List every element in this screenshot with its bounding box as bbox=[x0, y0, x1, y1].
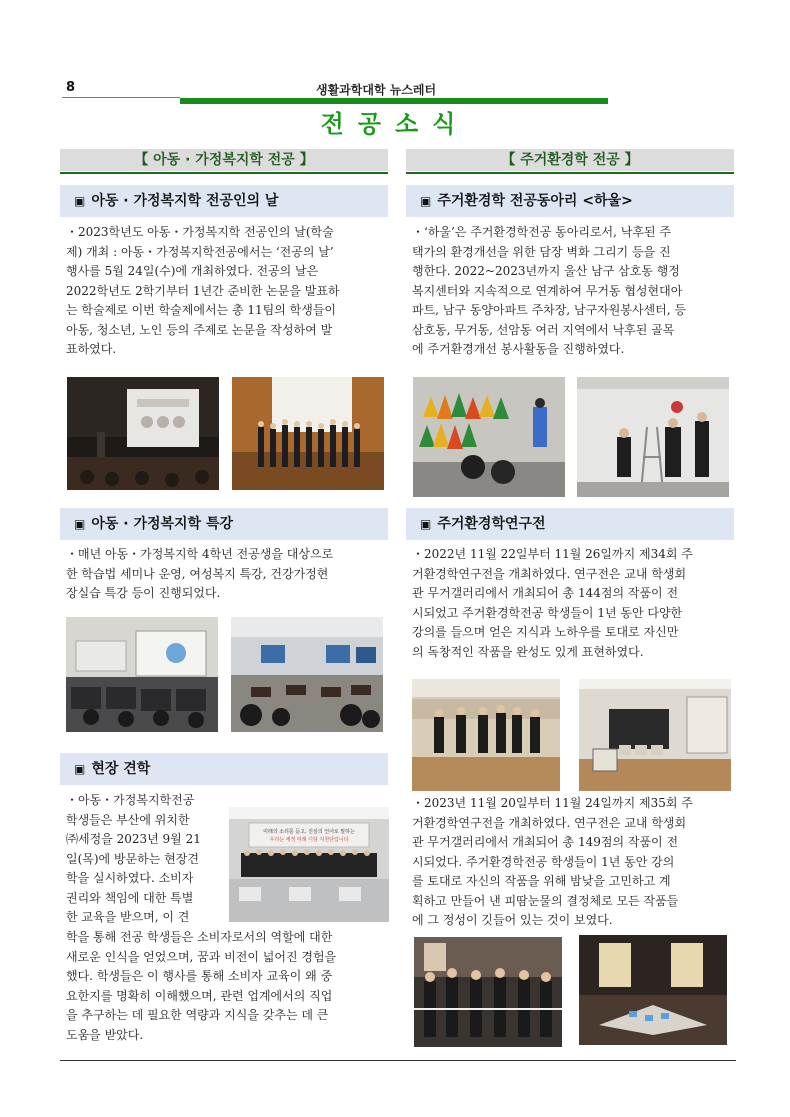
text-line: 거환경학연구전을 개최하였다. 연구전은 교내 학생회 bbox=[412, 815, 687, 830]
text-line: 표하였다. bbox=[66, 342, 117, 356]
subsection-title: 아동 · 가정복지학 특강 bbox=[91, 516, 233, 532]
photo-wall-volunteering bbox=[577, 377, 729, 497]
photo-lecture-hall bbox=[67, 377, 219, 490]
text-line: 요한지를 명확히 이해했으며, 관련 업계에서의 직업 bbox=[66, 988, 333, 1003]
square-bullet-icon: ▣ bbox=[420, 517, 432, 531]
subsection-title: 현장 견학 bbox=[91, 761, 151, 777]
article-text bbox=[412, 223, 732, 360]
text-line: 2022학년도 2학기부터 1년간 준비한 논문을 발표하 bbox=[66, 283, 340, 298]
square-bullet-icon: ▣ bbox=[420, 194, 432, 208]
photo-company-visit bbox=[229, 807, 389, 922]
section-title-child-family: 【 아동 · 가정복지학 전공 】 bbox=[60, 149, 388, 171]
subsection-title: 주거환경학연구전 bbox=[437, 516, 546, 532]
banner-text: 미래의 소리를 듣고, 진심의 언어로 말하는 bbox=[263, 829, 355, 835]
text-line: 는 학술제로 이번 학술제에서는 총 11팀의 학생들이 bbox=[66, 303, 336, 317]
photo-exhibition-models bbox=[579, 679, 731, 791]
text-line: ・2022년 11월 22일부터 11월 26일까지 제34회 주 bbox=[412, 547, 693, 561]
text-line: 관 무거갤러리에서 개최되어 총 149점의 작품이 전 bbox=[412, 835, 679, 849]
text-line: ・아동・가정복지학전공 bbox=[66, 793, 195, 807]
subsection-header bbox=[60, 185, 388, 217]
text-line: ㈜세정을 2023년 9월 21 bbox=[66, 832, 201, 846]
text-line: 시되었다. 주거환경학전공 학생들이 1년 동안 강의 bbox=[412, 854, 675, 869]
banner-text: 우리는 세정 미래 디딤 지원단입니다 bbox=[269, 837, 349, 843]
text-line: 행한다. 2022~2023년까지 울산 남구 삼호동 행정 bbox=[412, 264, 680, 278]
text-line: 제) 개최 : 아동・가정복지학전공에서는 ‘전공의 날’ bbox=[66, 244, 334, 259]
text-line: 학을 통해 전공 학생들은 소비자로서의 역할에 대한 bbox=[66, 930, 333, 944]
text-line: 일(목)에 방문하는 현장견 bbox=[66, 851, 199, 866]
text-line: 장실습 특강 등이 진행되었다. bbox=[66, 586, 221, 600]
text-line: 새로운 인식을 얻었으며, 꿈과 비전이 넓어진 경험을 bbox=[66, 949, 337, 964]
text-line: 획하고 만들어 낸 피땀눈물의 결정체로 모든 작품들 bbox=[412, 893, 679, 908]
header-rule bbox=[62, 97, 180, 98]
article-text bbox=[66, 545, 386, 604]
article-text bbox=[412, 545, 732, 662]
article-text bbox=[66, 223, 386, 360]
footer-rule bbox=[60, 1060, 736, 1061]
text-line: 거환경학연구전을 개최하였다. 연구전은 교내 학생회 bbox=[412, 566, 687, 581]
text-line: ・매년 아동・가정복지학 4학년 전공생을 대상으로 bbox=[66, 547, 334, 561]
article-text bbox=[66, 928, 386, 1045]
subsection-header bbox=[60, 508, 388, 540]
subsection-title: 주거환경학 전공동아리 <하울> bbox=[437, 193, 633, 209]
photo-special-lecture bbox=[231, 617, 383, 732]
page-title: 전공소식 bbox=[320, 110, 470, 138]
subsection-header bbox=[406, 508, 734, 540]
text-line: 한 학습법 세미나 운영, 여성복지 특강, 건강가정현 bbox=[66, 566, 329, 581]
text-line: 권리와 책임에 대한 특별 bbox=[66, 890, 194, 905]
section-divider bbox=[406, 172, 734, 174]
newsletter-title: 생활과학대학 뉴스레터 bbox=[316, 83, 437, 97]
text-line: 강의를 들으며 얻은 지식과 노하우를 토대로 자신만 bbox=[412, 625, 679, 639]
text-line: 택가의 환경개선을 위한 담장 벽화 그리기 등을 진 bbox=[412, 244, 671, 259]
photo-classroom-seminar bbox=[66, 617, 218, 732]
page-number: 8 bbox=[66, 80, 76, 95]
photo-mural-painting bbox=[413, 377, 565, 497]
text-line: ・2023년 11월 20일부터 11월 24일까지 제35회 주 bbox=[412, 796, 693, 810]
subsection-header bbox=[406, 185, 734, 217]
text-line: 행사를 5월 24일(수)에 개최하였다. 전공의 날은 bbox=[66, 264, 319, 278]
subsection-header bbox=[60, 753, 388, 785]
text-line: 아동, 청소년, 노인 등의 주제로 논문을 작성하여 발 bbox=[66, 322, 333, 337]
text-line: 학을 실시하였다. 소비자 bbox=[66, 871, 194, 885]
section-divider bbox=[60, 172, 388, 174]
text-line: 관 무거갤러리에서 개최되어 총 144점의 작품이 전 bbox=[412, 586, 679, 600]
text-line: 학생들은 부산에 위치한 bbox=[66, 812, 190, 827]
photo-exhibition-opening bbox=[412, 679, 560, 791]
text-line: 의 독창적인 작품을 완성도 있게 표현하였다. bbox=[412, 644, 644, 659]
text-line: 을 추구하는 데 필요한 역량과 지식을 갖추는 데 큰 bbox=[66, 1008, 329, 1022]
text-line: ・2023학년도 아동・가정복지학 전공인의 날(학술 bbox=[66, 225, 334, 239]
section-title-housing: 【 주거환경학 전공 】 bbox=[406, 149, 734, 171]
subsection-title: 아동 · 가정복지학 전공인의 날 bbox=[91, 193, 279, 209]
text-line: 파트, 남구 동양아파트 주차장, 남구자원봉사센터, 등 bbox=[412, 303, 686, 317]
article-text bbox=[412, 794, 732, 931]
article-text-wrapped bbox=[66, 791, 226, 928]
photo-ribbon-cutting bbox=[414, 937, 562, 1047]
text-line: 시되었고 주거환경학전공 학생들이 1년 동안 다양한 bbox=[412, 605, 683, 620]
text-line: 도움을 받았다. bbox=[66, 1027, 144, 1042]
text-line: ・‘하울’은 주거환경학전공 동아리로서, 낙후된 주 bbox=[412, 225, 671, 239]
text-line: 를 토대로 자신의 작품을 위해 밤낮을 고민하고 계 bbox=[412, 874, 671, 888]
square-bullet-icon: ▣ bbox=[74, 517, 86, 531]
square-bullet-icon: ▣ bbox=[74, 194, 86, 208]
photo-students-stage bbox=[232, 377, 384, 490]
text-line: 에 그 정성이 깃들어 있는 것이 보였다. bbox=[412, 913, 613, 927]
photo-display-models bbox=[579, 935, 727, 1045]
text-line: 복지센터와 지속적으로 연계하여 무거동 협성현대아 bbox=[412, 283, 683, 298]
text-line: 했다. 학생들은 이 행사를 통해 소비자 교육이 왜 중 bbox=[66, 969, 333, 983]
text-line: 삼호동, 무거동, 선암동 여러 지역에서 낙후된 골목 bbox=[412, 322, 675, 337]
text-line: 한 교육을 받으며, 이 견 bbox=[66, 910, 190, 924]
square-bullet-icon: ▣ bbox=[74, 762, 86, 776]
text-line: 에 주거환경개선 봉사활동을 진행하였다. bbox=[412, 342, 625, 356]
